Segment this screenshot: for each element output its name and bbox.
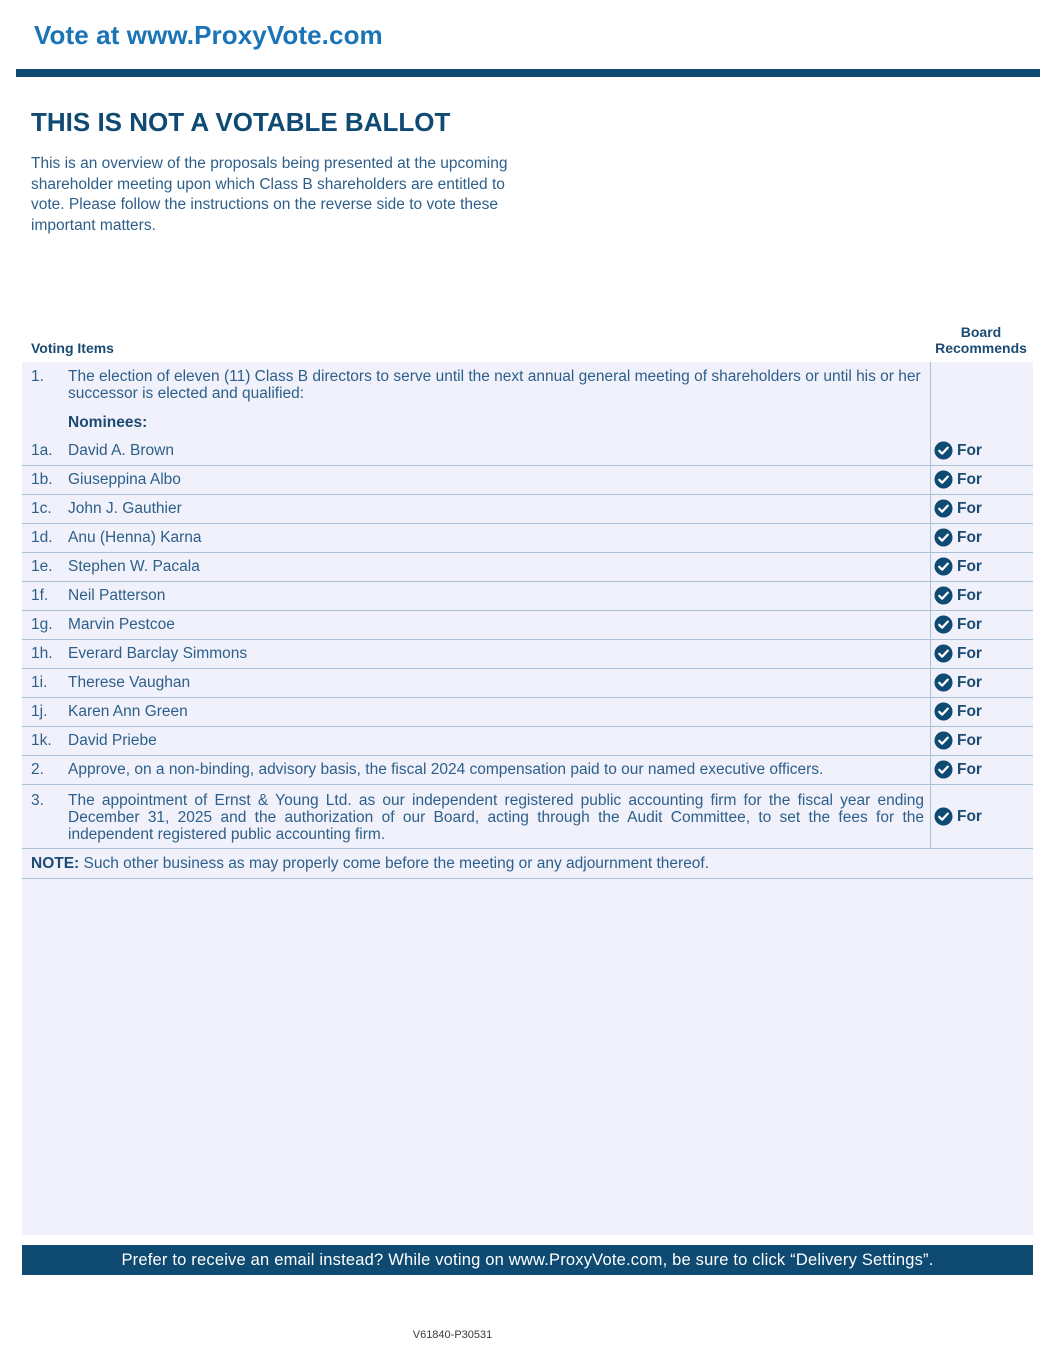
nominees-label: Nominees:	[68, 414, 148, 431]
board-recommendation	[934, 586, 982, 605]
check-circle-icon	[934, 807, 953, 826]
check-circle-icon	[934, 760, 953, 779]
note-label: NOTE:	[31, 855, 80, 872]
recommendation-label: For	[957, 615, 982, 633]
nominee-name: Stephen W. Pacala	[68, 558, 200, 575]
nominee-number: 1e.	[31, 558, 53, 575]
board-recommendation	[934, 528, 982, 547]
table-row	[22, 581, 1033, 611]
board-recommendation	[934, 615, 982, 634]
nominee-name: Karen Ann Green	[68, 703, 188, 720]
column-header-board-line2: Recommends	[935, 340, 1027, 356]
nominee-number: 1c.	[31, 500, 52, 517]
check-circle-icon	[934, 586, 953, 605]
column-header-voting-items: Voting Items	[31, 340, 114, 356]
column-divider	[930, 362, 931, 436]
check-circle-icon	[934, 702, 953, 721]
recommendation-label: For	[957, 731, 982, 749]
board-recommendation	[934, 499, 982, 518]
nominee-number: 1j.	[31, 703, 48, 720]
check-circle-icon	[934, 499, 953, 518]
table-row	[22, 552, 1033, 582]
column-divider	[930, 552, 931, 581]
table-row	[22, 436, 1033, 466]
column-divider	[930, 610, 931, 639]
check-circle-icon	[934, 470, 953, 489]
nominee-name: John J. Gauthier	[68, 500, 182, 517]
voting-items-table	[22, 362, 1033, 1235]
item-number: 1.	[31, 368, 44, 385]
board-recommendation	[934, 470, 982, 489]
check-circle-icon	[934, 528, 953, 547]
column-header-board-recommends	[928, 324, 1034, 356]
recommendation-label: For	[957, 644, 982, 662]
nominee-name: Neil Patterson	[68, 587, 166, 604]
nominee-name: Anu (Henna) Karna	[68, 529, 202, 546]
table-row	[22, 494, 1033, 524]
header-title[interactable]: Vote at www.ProxyVote.com	[34, 20, 383, 50]
check-circle-icon	[934, 673, 953, 692]
table-row-note	[22, 849, 1033, 879]
page-title: THIS IS NOT A VOTABLE BALLOT	[31, 107, 451, 137]
table-row-item-1	[22, 362, 1033, 436]
column-divider	[930, 494, 931, 523]
column-divider	[930, 784, 931, 848]
table-row	[22, 610, 1033, 640]
table-row	[22, 523, 1033, 553]
recommendation-label: For	[957, 470, 982, 488]
board-recommendation	[934, 644, 982, 663]
board-recommendation	[934, 673, 982, 692]
recommendation-label: For	[957, 528, 982, 546]
check-circle-icon	[934, 441, 953, 460]
column-divider	[930, 697, 931, 726]
nominee-number: 1k.	[31, 732, 52, 749]
column-divider	[930, 465, 931, 494]
nominee-number: 1i.	[31, 674, 48, 691]
delivery-settings-banner: Prefer to receive an email instead? While voting on www.ProxyVote.com, be sure to click “Delivery Settings”.	[22, 1245, 1033, 1275]
nominee-name: David A. Brown	[68, 442, 174, 459]
note	[31, 855, 709, 873]
column-header-board-line1: Board	[960, 324, 1002, 340]
check-circle-icon	[934, 615, 953, 634]
nominee-number: 1d.	[31, 529, 53, 546]
nominee-name: Giuseppina Albo	[68, 471, 181, 488]
board-recommendation	[934, 702, 982, 721]
board-recommendation	[934, 731, 982, 750]
check-circle-icon	[934, 557, 953, 576]
table-row	[22, 668, 1033, 698]
table-row	[22, 639, 1033, 669]
nominee-name: Therese Vaughan	[68, 674, 191, 691]
note-text: Such other business as may properly come before the meeting or any adjournment thereof.	[83, 855, 710, 872]
column-divider	[930, 639, 931, 668]
intro-paragraph: This is an overview of the proposals being presented at the upcoming shareholder meeting upon which Class B shareholders are entitled to vote. Please follow the instructions on the reverse side to vote these important matters.	[31, 155, 508, 234]
table-row-item-3	[22, 784, 1033, 849]
board-recommendation	[934, 760, 982, 779]
nominee-number: 1b.	[31, 471, 53, 488]
check-circle-icon	[934, 644, 953, 663]
recommendation-label: For	[957, 499, 982, 517]
header-divider	[16, 69, 1040, 77]
column-divider	[930, 523, 931, 552]
table-row	[22, 465, 1033, 495]
recommendation-label: For	[957, 760, 982, 778]
recommendation-label: For	[957, 673, 982, 691]
column-divider	[930, 581, 931, 610]
column-divider	[930, 726, 931, 755]
nominee-number: 1g.	[31, 616, 53, 633]
table-row	[22, 697, 1033, 727]
item-number: 2.	[31, 761, 44, 778]
recommendation-label: For	[957, 807, 982, 825]
recommendation-label: For	[957, 441, 982, 459]
nominee-number: 1h.	[31, 645, 53, 662]
nominee-name: Everard Barclay Simmons	[68, 645, 248, 662]
nominee-number: 1f.	[31, 587, 49, 604]
column-divider	[930, 436, 931, 465]
item-text: Approve, on a non-binding, advisory basis, the fiscal 2024 compensation paid to our named executive officers.	[68, 761, 824, 778]
column-divider	[930, 755, 931, 784]
recommendation-label: For	[957, 702, 982, 720]
nominee-number: 1a.	[31, 442, 53, 459]
column-divider	[930, 668, 931, 697]
check-circle-icon	[934, 731, 953, 750]
document-code: V61840-P30531	[412, 1329, 493, 1341]
board-recommendation	[934, 807, 982, 826]
table-row-item-2	[22, 755, 1033, 785]
item-text: The election of eleven (11) Class B directors to serve until the next annual general meeting of shareholders or until his or her successor is elected and qualified:	[68, 368, 921, 402]
item-number: 3.	[31, 792, 44, 809]
nominee-name: David Priebe	[68, 732, 157, 749]
table-row	[22, 726, 1033, 756]
board-recommendation	[934, 557, 982, 576]
recommendation-label: For	[957, 557, 982, 575]
recommendation-label: For	[957, 586, 982, 604]
nominee-name: Marvin Pestcoe	[68, 616, 175, 633]
item-text: The appointment of Ernst & Young Ltd. as our independent registered public accounting firm for the fiscal year ending December 31, 2025 and the authorization of our Board, acting through the Audit Committee, to set the fees for the independent registered public accounting firm.	[68, 792, 924, 843]
board-recommendation	[934, 441, 982, 460]
